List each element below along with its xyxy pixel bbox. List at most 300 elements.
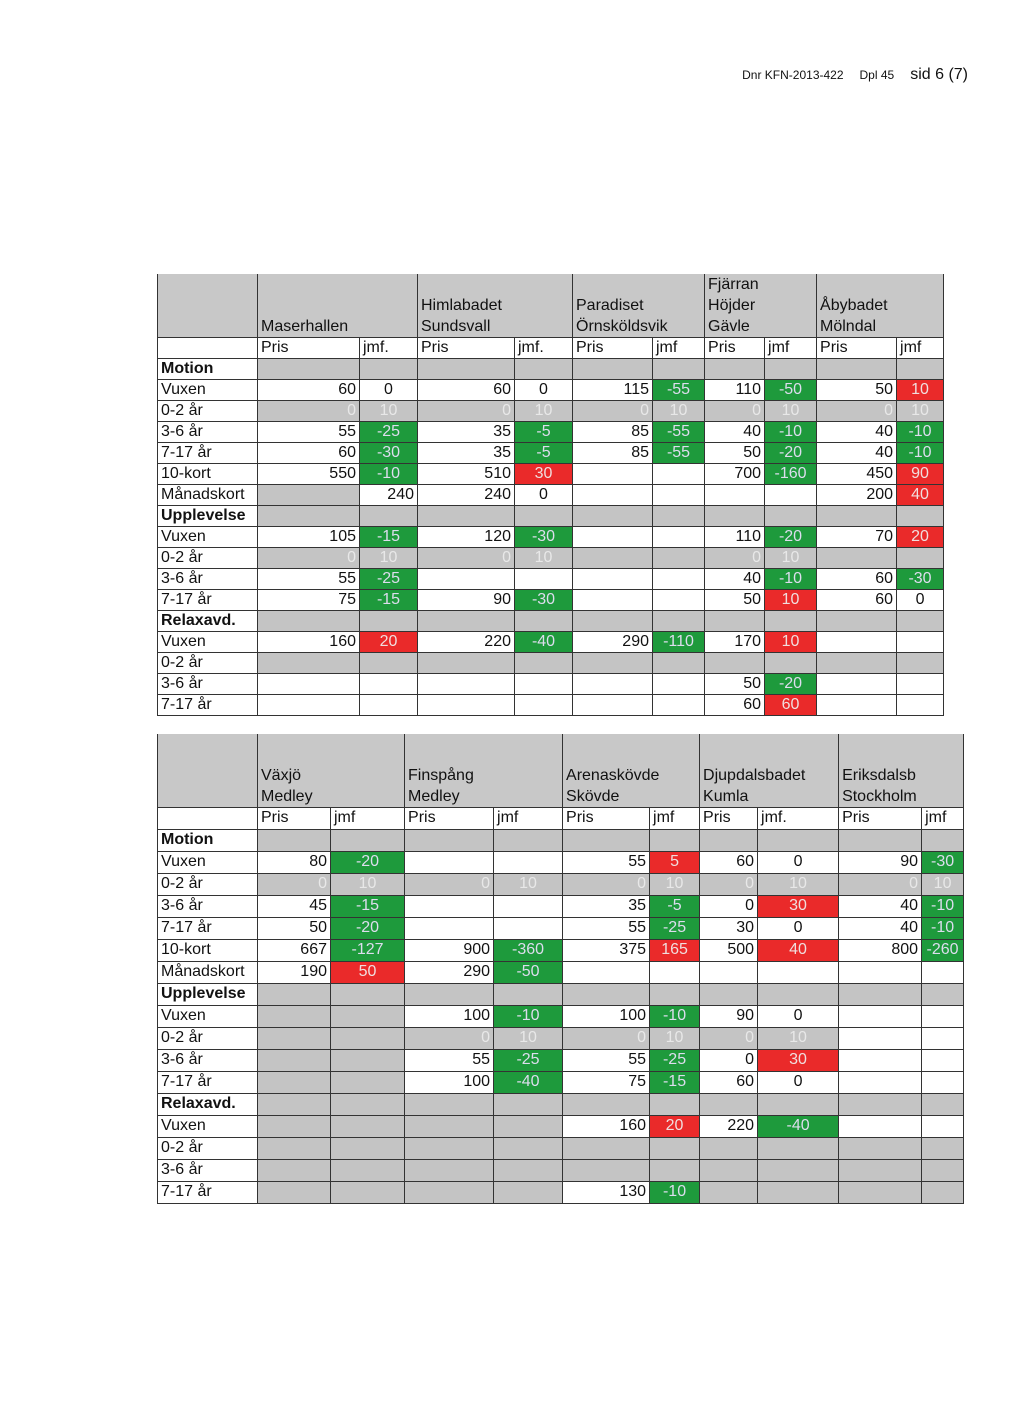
comparison-cell — [922, 1159, 964, 1181]
price-cell — [705, 485, 765, 506]
column-subheader-row — [158, 807, 964, 829]
comparison-cell: 165 — [650, 939, 700, 961]
price-cell: 0 — [418, 401, 515, 422]
comparison-cell: 30 — [758, 895, 839, 917]
comparison-cell — [653, 590, 705, 611]
comparison-cell — [922, 1115, 964, 1137]
price-cell: 160 — [258, 632, 360, 653]
comparison-cell: -5 — [650, 895, 700, 917]
jmf-header: jmf — [897, 338, 944, 359]
price-cell: 80 — [258, 851, 331, 873]
comparison-cell: 0 — [360, 380, 418, 401]
price-cell: 100 — [563, 1005, 650, 1027]
price-cell — [573, 527, 653, 548]
price-cell: 60 — [258, 380, 360, 401]
price-cell — [573, 485, 653, 506]
section-filler-cell — [700, 1093, 758, 1115]
comparison-cell: 10 — [331, 873, 405, 895]
page-header — [742, 66, 968, 84]
comparison-cell — [494, 1159, 563, 1181]
row-label: 7-17 år — [158, 443, 258, 464]
price-cell — [405, 917, 494, 939]
price-cell — [258, 1181, 331, 1203]
comparison-cell: 10 — [765, 590, 817, 611]
price-cell: 0 — [418, 548, 515, 569]
section-filler-cell — [258, 983, 331, 1005]
row-label: 3-6 år — [158, 674, 258, 695]
comparison-cell: -10 — [650, 1005, 700, 1027]
price-cell: 70 — [817, 527, 897, 548]
comparison-cell: 10 — [897, 401, 944, 422]
comparison-cell: 20 — [650, 1115, 700, 1137]
price-cell — [839, 1137, 922, 1159]
comparison-cell: -15 — [331, 895, 405, 917]
section-filler-cell — [418, 359, 515, 380]
comparison-cell: -40 — [515, 632, 573, 653]
price-cell: 240 — [418, 485, 515, 506]
comparison-cell: 10 — [494, 1027, 563, 1049]
comparison-cell — [331, 1027, 405, 1049]
price-comparison-table-1 — [157, 274, 944, 716]
venue-name-line: Gävle — [708, 318, 750, 335]
price-cell — [700, 1159, 758, 1181]
section-filler-cell — [360, 506, 418, 527]
table-row — [158, 695, 944, 716]
section-filler-cell — [573, 611, 653, 632]
price-cell — [817, 695, 897, 716]
comparison-cell: -40 — [758, 1115, 839, 1137]
row-label: 0-2 år — [158, 548, 258, 569]
row-label: Vuxen — [158, 527, 258, 548]
comparison-cell: 30 — [515, 464, 573, 485]
comparison-cell — [515, 569, 573, 590]
comparison-cell: 10 — [360, 548, 418, 569]
row-label: Vuxen — [158, 1005, 258, 1027]
comparison-cell: -260 — [922, 939, 964, 961]
price-cell: 40 — [817, 443, 897, 464]
comparison-cell: 30 — [758, 1049, 839, 1071]
comparison-cell — [765, 653, 817, 674]
paragraph-number: Dpl 45 — [859, 68, 895, 82]
row-label: 3-6 år — [158, 1159, 258, 1181]
price-cell — [563, 1137, 650, 1159]
comparison-cell — [515, 674, 573, 695]
section-filler-cell — [765, 359, 817, 380]
table-row — [158, 917, 964, 939]
pris-header: Pris — [700, 807, 758, 829]
price-cell — [405, 1181, 494, 1203]
price-cell — [258, 674, 360, 695]
comparison-cell — [653, 653, 705, 674]
section-filler-cell — [817, 359, 897, 380]
section-filler-cell — [765, 611, 817, 632]
pris-header: Pris — [839, 807, 922, 829]
document-number: Dnr KFN-2013-422 — [742, 68, 844, 82]
section-filler-cell — [515, 506, 573, 527]
price-cell — [563, 1159, 650, 1181]
comparison-cell — [897, 548, 944, 569]
pris-header: Pris — [258, 338, 360, 359]
section-label: Upplevelse — [158, 506, 258, 527]
section-filler-cell — [700, 983, 758, 1005]
table-row — [158, 1159, 964, 1181]
section-filler-cell — [839, 983, 922, 1005]
jmf-header: jmf. — [360, 338, 418, 359]
price-cell: 55 — [405, 1049, 494, 1071]
section-filler-cell — [758, 983, 839, 1005]
row-label: Månadskort — [158, 961, 258, 983]
price-cell: 60 — [705, 695, 765, 716]
section-filler-cell — [650, 1093, 700, 1115]
section-header-row — [158, 359, 944, 380]
price-cell: 0 — [258, 873, 331, 895]
price-cell — [839, 1159, 922, 1181]
comparison-cell: 240 — [360, 485, 418, 506]
table-row — [158, 422, 944, 443]
price-cell: 0 — [705, 548, 765, 569]
price-cell — [573, 464, 653, 485]
comparison-cell: -10 — [897, 422, 944, 443]
section-filler-cell — [258, 611, 360, 632]
table-row — [158, 485, 944, 506]
price-cell — [573, 653, 653, 674]
row-label: 10-kort — [158, 464, 258, 485]
section-filler-cell — [418, 506, 515, 527]
price-cell: 800 — [839, 939, 922, 961]
table-row — [158, 961, 964, 983]
price-cell: 0 — [563, 873, 650, 895]
comparison-cell: -10 — [765, 422, 817, 443]
venue-name-line: Djupdalsbadet — [703, 766, 806, 784]
section-filler-cell — [758, 1093, 839, 1115]
price-cell — [405, 895, 494, 917]
comparison-cell — [758, 961, 839, 983]
price-cell — [839, 1027, 922, 1049]
comparison-cell: -30 — [360, 443, 418, 464]
section-filler-cell — [817, 506, 897, 527]
price-cell — [839, 1115, 922, 1137]
comparison-cell: 10 — [922, 873, 964, 895]
comparison-cell: -15 — [360, 590, 418, 611]
price-cell: 60 — [258, 443, 360, 464]
price-cell: 0 — [573, 401, 653, 422]
price-cell: 667 — [258, 939, 331, 961]
comparison-cell: -20 — [765, 527, 817, 548]
price-cell: 550 — [258, 464, 360, 485]
price-cell — [258, 1071, 331, 1093]
comparison-cell: -10 — [650, 1181, 700, 1203]
table-row — [158, 1181, 964, 1203]
venue-name-line: Örnsköldsvik — [576, 318, 668, 335]
comparison-cell: -30 — [515, 527, 573, 548]
price-cell: 450 — [817, 464, 897, 485]
comparison-cell: -110 — [653, 632, 705, 653]
price-cell — [817, 674, 897, 695]
price-cell: 220 — [700, 1115, 758, 1137]
comparison-cell: 10 — [494, 873, 563, 895]
price-cell — [258, 1159, 331, 1181]
table-row — [158, 873, 964, 895]
table-row — [158, 527, 944, 548]
table-row — [158, 632, 944, 653]
section-filler-cell — [331, 1093, 405, 1115]
section-filler-cell — [653, 506, 705, 527]
comparison-cell: 10 — [758, 873, 839, 895]
section-header-row — [158, 1093, 964, 1115]
price-cell: 40 — [839, 895, 922, 917]
price-cell: 900 — [405, 939, 494, 961]
price-cell: 0 — [700, 895, 758, 917]
price-cell: 0 — [700, 1027, 758, 1049]
comparison-cell: -160 — [765, 464, 817, 485]
comparison-cell: -10 — [360, 464, 418, 485]
pris-header: Pris — [817, 338, 897, 359]
venue-name-line: Sundsvall — [421, 318, 491, 335]
venue-name — [258, 274, 418, 338]
subheader-corner — [158, 338, 258, 359]
section-filler-cell — [563, 829, 650, 851]
price-cell — [418, 674, 515, 695]
venue-name — [700, 734, 839, 807]
comparison-cell: -55 — [653, 422, 705, 443]
comparison-cell: 0 — [758, 917, 839, 939]
price-cell: 100 — [405, 1005, 494, 1027]
row-label: 3-6 år — [158, 1049, 258, 1071]
section-label: Upplevelse — [158, 983, 258, 1005]
venue-name-line: Mölndal — [820, 318, 877, 335]
comparison-cell: 20 — [897, 527, 944, 548]
price-cell — [405, 1137, 494, 1159]
price-cell: 75 — [258, 590, 360, 611]
row-label: 7-17 år — [158, 917, 258, 939]
comparison-cell — [494, 917, 563, 939]
comparison-cell: 10 — [360, 401, 418, 422]
comparison-cell: 0 — [515, 380, 573, 401]
comparison-cell — [650, 1137, 700, 1159]
price-cell: 85 — [573, 443, 653, 464]
row-label: 3-6 år — [158, 569, 258, 590]
jmf-header: jmf — [650, 807, 700, 829]
price-cell: 35 — [418, 443, 515, 464]
comparison-cell: -127 — [331, 939, 405, 961]
comparison-cell: -30 — [922, 851, 964, 873]
venue-name — [839, 734, 964, 807]
row-label: 0-2 år — [158, 653, 258, 674]
section-filler-cell — [360, 359, 418, 380]
price-cell — [258, 1137, 331, 1159]
section-filler-cell — [563, 1093, 650, 1115]
price-cell: 500 — [700, 939, 758, 961]
section-filler-cell — [897, 359, 944, 380]
section-filler-cell — [705, 506, 765, 527]
comparison-cell: 20 — [360, 632, 418, 653]
venue-name-line: Medley — [408, 787, 460, 805]
comparison-cell — [922, 1137, 964, 1159]
comparison-cell: 40 — [758, 939, 839, 961]
comparison-cell: -15 — [650, 1071, 700, 1093]
table-row — [158, 1027, 964, 1049]
comparison-cell — [897, 695, 944, 716]
price-cell: 110 — [705, 527, 765, 548]
price-cell: 200 — [817, 485, 897, 506]
table-row — [158, 548, 944, 569]
comparison-cell: 0 — [758, 851, 839, 873]
price-cell: 0 — [817, 401, 897, 422]
price-cell: 85 — [573, 422, 653, 443]
table-row — [158, 1071, 964, 1093]
table-row — [158, 895, 964, 917]
comparison-cell: 5 — [650, 851, 700, 873]
section-filler-cell — [758, 829, 839, 851]
table-row — [158, 674, 944, 695]
section-header-row — [158, 611, 944, 632]
section-label: Motion — [158, 829, 258, 851]
comparison-cell — [653, 548, 705, 569]
price-cell: 90 — [700, 1005, 758, 1027]
comparison-cell: 10 — [515, 548, 573, 569]
comparison-cell: -55 — [653, 443, 705, 464]
price-cell: 190 — [258, 961, 331, 983]
price-cell: 60 — [700, 851, 758, 873]
section-filler-cell — [705, 359, 765, 380]
table-row — [158, 569, 944, 590]
section-label: Motion — [158, 359, 258, 380]
table-row — [158, 1005, 964, 1027]
section-filler-cell — [653, 359, 705, 380]
price-cell — [258, 653, 360, 674]
price-cell: 60 — [700, 1071, 758, 1093]
price-cell — [839, 1049, 922, 1071]
section-filler-cell — [765, 506, 817, 527]
comparison-cell: -10 — [922, 917, 964, 939]
venue-name-line: Eriksdalsb — [842, 766, 916, 784]
comparison-cell: -10 — [494, 1005, 563, 1027]
price-cell: 0 — [700, 873, 758, 895]
price-cell — [258, 1049, 331, 1071]
price-cell: 0 — [258, 548, 360, 569]
section-filler-cell — [563, 983, 650, 1005]
price-cell — [258, 485, 360, 506]
comparison-cell: 40 — [897, 485, 944, 506]
comparison-cell: 0 — [758, 1071, 839, 1093]
jmf-header: jmf. — [758, 807, 839, 829]
price-cell — [418, 695, 515, 716]
section-filler-cell — [331, 983, 405, 1005]
price-cell: 0 — [405, 1027, 494, 1049]
comparison-cell — [758, 1137, 839, 1159]
comparison-cell — [360, 653, 418, 674]
price-cell — [700, 961, 758, 983]
venue-name-line: Fjärran — [708, 276, 759, 293]
price-cell: 75 — [563, 1071, 650, 1093]
price-cell: 120 — [418, 527, 515, 548]
price-cell — [258, 1027, 331, 1049]
comparison-cell — [897, 632, 944, 653]
comparison-cell: 10 — [650, 873, 700, 895]
venue-name-line: Arenaskövde — [566, 766, 660, 784]
section-header-row — [158, 829, 964, 851]
price-cell: 115 — [573, 380, 653, 401]
table-row — [158, 464, 944, 485]
section-filler-cell — [258, 1093, 331, 1115]
price-cell — [573, 590, 653, 611]
header-corner — [158, 274, 258, 338]
comparison-cell — [494, 851, 563, 873]
table-row — [158, 380, 944, 401]
pris-header: Pris — [573, 338, 653, 359]
price-cell: 90 — [418, 590, 515, 611]
comparison-cell — [897, 674, 944, 695]
price-cell: 50 — [817, 380, 897, 401]
table-row — [158, 939, 964, 961]
section-filler-cell — [515, 611, 573, 632]
price-cell: 110 — [705, 380, 765, 401]
price-cell — [418, 569, 515, 590]
venue-name-line: Himlabadet — [421, 297, 502, 314]
row-label: 0-2 år — [158, 1027, 258, 1049]
comparison-cell: 50 — [331, 961, 405, 983]
price-cell: 50 — [258, 917, 331, 939]
comparison-cell — [922, 1071, 964, 1093]
row-label: 7-17 år — [158, 695, 258, 716]
price-cell — [258, 695, 360, 716]
row-label: Vuxen — [158, 632, 258, 653]
price-cell: 130 — [563, 1181, 650, 1203]
section-filler-cell — [650, 829, 700, 851]
price-cell: 375 — [563, 939, 650, 961]
comparison-cell: -5 — [515, 443, 573, 464]
price-cell — [817, 653, 897, 674]
comparison-cell: -20 — [331, 851, 405, 873]
section-filler-cell — [653, 611, 705, 632]
price-cell: 40 — [705, 569, 765, 590]
price-cell: 220 — [418, 632, 515, 653]
price-cell: 50 — [705, 590, 765, 611]
comparison-cell: -20 — [331, 917, 405, 939]
price-cell — [418, 653, 515, 674]
price-cell — [839, 961, 922, 983]
price-cell: 0 — [700, 1049, 758, 1071]
comparison-cell: -25 — [494, 1049, 563, 1071]
column-subheader-row — [158, 338, 944, 359]
comparison-cell — [922, 1181, 964, 1203]
section-filler-cell — [494, 1093, 563, 1115]
comparison-cell — [650, 1159, 700, 1181]
price-cell: 55 — [258, 422, 360, 443]
venue-name — [258, 734, 405, 807]
comparison-cell: 10 — [650, 1027, 700, 1049]
comparison-cell — [331, 1071, 405, 1093]
jmf-header: jmf — [331, 807, 405, 829]
price-cell: 100 — [405, 1071, 494, 1093]
row-label: 0-2 år — [158, 1137, 258, 1159]
comparison-cell — [494, 895, 563, 917]
section-filler-cell — [922, 983, 964, 1005]
section-filler-cell — [839, 1093, 922, 1115]
price-cell: 0 — [705, 401, 765, 422]
comparison-cell — [494, 1137, 563, 1159]
section-filler-cell — [839, 829, 922, 851]
section-label: Relaxavd. — [158, 1093, 258, 1115]
comparison-cell — [360, 674, 418, 695]
comparison-cell: -5 — [515, 422, 573, 443]
venue-name — [705, 274, 817, 338]
price-cell — [817, 632, 897, 653]
comparison-cell: 90 — [897, 464, 944, 485]
table-row — [158, 653, 944, 674]
comparison-cell: -10 — [897, 443, 944, 464]
price-cell: 35 — [418, 422, 515, 443]
